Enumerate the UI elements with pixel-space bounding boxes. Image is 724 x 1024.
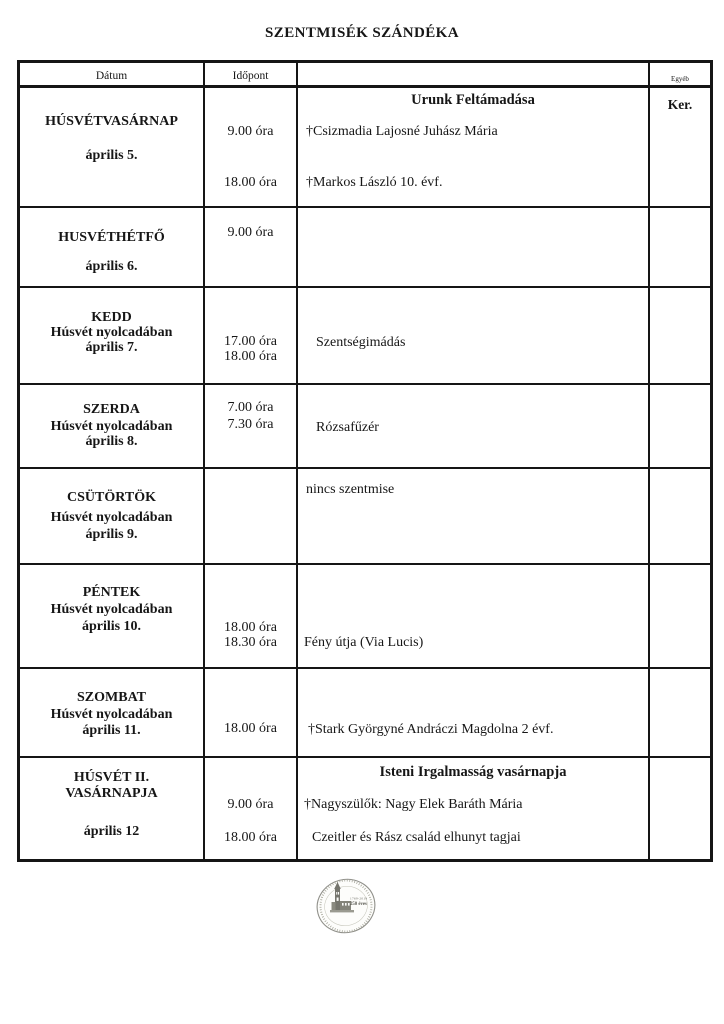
day-name: SZOMBAT: [77, 690, 146, 705]
intention-text: nincs szentmise: [306, 482, 395, 497]
table-row-date: [20, 565, 205, 669]
time-label: 18.00 óra: [224, 830, 277, 845]
table-row-intentions: [298, 88, 650, 208]
table-row-other: [650, 88, 710, 208]
ker-label: Ker.: [667, 97, 693, 112]
time-label: 18.30 óra: [224, 635, 277, 650]
table-row-intentions: [298, 565, 650, 669]
day-date: április 6.: [85, 259, 138, 274]
table-row-date: [20, 208, 205, 288]
time-label: 18.00 óra: [224, 620, 277, 635]
header-cell-intentions: [298, 63, 650, 88]
time-label: 17.00 óra: [224, 334, 277, 349]
time-label: 7.30 óra: [227, 417, 274, 432]
church-seal-logo: [314, 875, 378, 937]
page-title: SZENTMISÉK SZÁNDÉKA: [265, 25, 459, 41]
table-row-other: [650, 469, 710, 565]
table-row-other: [650, 669, 710, 758]
day-date: április 11.: [82, 723, 141, 738]
intention-text: Rózsafűzér: [316, 420, 379, 435]
day-name: KEDD: [91, 310, 132, 325]
time-label: 18.00 óra: [224, 721, 277, 736]
day-subtitle: Húsvét nyolcadában: [50, 602, 173, 617]
intention-text: Szentségimádás: [316, 335, 406, 350]
time-label: 18.00 óra: [224, 349, 277, 364]
intention-text: Fény útja (Via Lucis): [304, 635, 424, 650]
time-label: 9.00 óra: [227, 225, 274, 240]
table-row-times: [205, 385, 298, 469]
table-row-other: [650, 208, 710, 288]
day-subtitle: Húsvét nyolcadában: [50, 510, 173, 525]
table-row-date: [20, 288, 205, 385]
day-name: HÚSVÉT II.: [73, 770, 150, 785]
intention-text: †Stark Györgyné Andráczi Magdolna 2 évf.: [308, 722, 554, 737]
table-row-times: [205, 208, 298, 288]
time-label: 9.00 óra: [227, 797, 274, 812]
table-row-intentions: [298, 758, 650, 859]
table-row-date: [20, 88, 205, 208]
seal-anniversary-text: 250 éves: [350, 902, 367, 907]
table-row-intentions: [298, 288, 650, 385]
day-subtitle: Húsvét nyolcadában: [50, 707, 173, 722]
intention-text: †Nagyszülők: Nagy Elek Baráth Mária: [304, 797, 523, 812]
column-header-datum: Dátum: [95, 70, 128, 82]
day-name: HÚSVÉTVASÁRNAP: [45, 114, 178, 129]
table-row-intentions: [298, 669, 650, 758]
table-row-intentions: [298, 385, 650, 469]
day-date: április 12: [83, 824, 140, 839]
time-label: 18.00 óra: [224, 175, 277, 190]
table-row-other: [650, 385, 710, 469]
day-date: április 7.: [85, 340, 138, 355]
table-row-other: [650, 758, 710, 859]
table-row-intentions: [298, 208, 650, 288]
table-row-date: [20, 469, 205, 565]
day-name: HUSVÉTHÉTFŐ: [58, 230, 165, 245]
feast-heading: Urunk Feltámadása: [411, 92, 535, 108]
column-header-egyeb: Egyéb: [671, 75, 689, 83]
table-row-times: [205, 88, 298, 208]
day-name: SZERDA: [83, 402, 140, 417]
table-row-times: [205, 469, 298, 565]
seal-years-text: 1769-2019: [350, 896, 368, 901]
intention-text: †Markos László 10. évf.: [306, 175, 443, 190]
table-row-other: [650, 565, 710, 669]
table-row-date: [20, 669, 205, 758]
header-cell-idopont: [205, 63, 298, 88]
day-name: PÉNTEK: [82, 585, 141, 600]
time-label: 7.00 óra: [227, 400, 274, 415]
time-label: 9.00 óra: [227, 124, 274, 139]
table-row-date: [20, 385, 205, 469]
day-name: CSÜTÖRTÖK: [67, 490, 156, 505]
day-date: április 9.: [85, 527, 138, 542]
table-row-times: [205, 288, 298, 385]
table-row-intentions: [298, 469, 650, 565]
day-date: április 8.: [85, 434, 138, 449]
header-cell-datum: [20, 63, 205, 88]
table-row-times: [205, 669, 298, 758]
table-row-other: [650, 288, 710, 385]
intention-text: †Csizmadia Lajosné Juhász Mária: [306, 124, 498, 139]
table-row-times: [205, 758, 298, 859]
header-cell-egyeb: [650, 63, 710, 88]
table-row-times: [205, 565, 298, 669]
day-subtitle: Húsvét nyolcadában: [50, 325, 173, 340]
feast-heading: Isteni Irgalmasság vasárnapja: [379, 764, 567, 780]
intention-text: Czeitler és Rász család elhunyt tagjai: [312, 830, 521, 845]
day-date: április 10.: [81, 619, 142, 634]
day-date: április 5.: [85, 148, 138, 163]
mass-intentions-table: [17, 60, 713, 862]
day-name: VASÁRNAPJA: [65, 786, 158, 801]
day-subtitle: Húsvét nyolcadában: [50, 419, 173, 434]
table-row-date: [20, 758, 205, 859]
column-header-idopont: Időpont: [232, 70, 269, 82]
